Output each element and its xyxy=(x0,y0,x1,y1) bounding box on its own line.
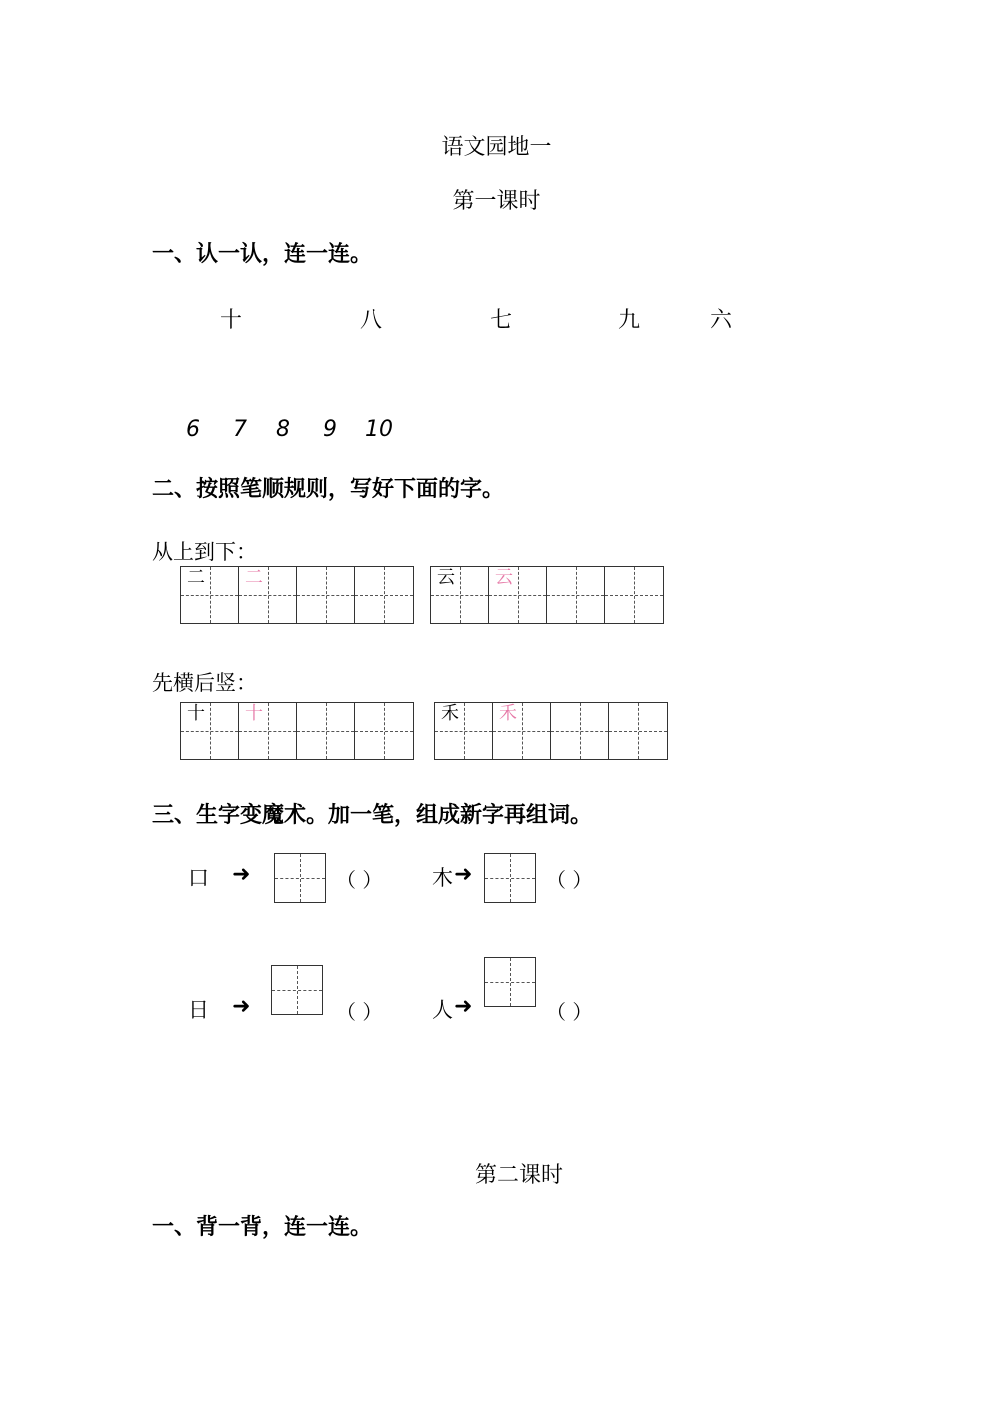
sample-char: 十 xyxy=(187,703,205,724)
grid-cell[interactable] xyxy=(181,567,239,623)
sample-char: 云 xyxy=(437,567,455,588)
grid-cell[interactable] xyxy=(435,703,493,759)
grid-cell[interactable] xyxy=(239,567,297,623)
grid-cell[interactable] xyxy=(605,567,663,623)
tracing-char: 禾 xyxy=(499,703,517,724)
number-10: 10 xyxy=(365,417,393,442)
answer-box[interactable] xyxy=(271,965,323,1015)
lesson-one-heading: 第一课时 xyxy=(452,189,541,214)
base-char-ren: 人 xyxy=(432,998,453,1022)
answer-box[interactable] xyxy=(484,957,536,1007)
rule-top-to-bottom-label: 从上到下： xyxy=(152,540,257,564)
writing-grid-yun[interactable] xyxy=(430,566,664,624)
grid-cell[interactable] xyxy=(551,703,609,759)
number-7: 7 xyxy=(233,417,247,442)
lesson-two-heading: 第二课时 xyxy=(475,1163,564,1188)
grid-cell[interactable] xyxy=(431,567,489,623)
numeral-nine: 九 xyxy=(618,308,641,333)
grid-cell[interactable] xyxy=(297,567,355,623)
answer-box[interactable] xyxy=(484,853,536,903)
writing-grid-he[interactable] xyxy=(434,702,668,760)
number-8: 8 xyxy=(276,417,290,442)
base-char-kou: 口 xyxy=(188,866,209,890)
word-blank[interactable]: （ ） xyxy=(546,868,593,892)
section-recognize-connect: 一、认一认，连一连。 xyxy=(152,242,373,267)
grid-cell[interactable] xyxy=(181,703,239,759)
word-blank[interactable]: （ ） xyxy=(336,1000,383,1024)
sample-char: 二 xyxy=(187,567,205,588)
base-char-ri: 日 xyxy=(188,998,209,1022)
arrow-icon: ➜ xyxy=(232,994,251,1019)
tracing-char: 云 xyxy=(495,567,513,588)
writing-grid-shi[interactable] xyxy=(180,702,414,760)
grid-cell[interactable] xyxy=(609,703,667,759)
arrow-icon: ➜ xyxy=(232,862,251,887)
grid-cell[interactable] xyxy=(297,703,355,759)
number-6: 6 xyxy=(186,417,200,442)
numeral-ten: 十 xyxy=(220,308,243,333)
grid-cell[interactable] xyxy=(493,703,551,759)
number-9: 9 xyxy=(323,417,337,442)
sample-char: 禾 xyxy=(441,703,459,724)
arrow-icon: ➜ xyxy=(454,862,473,887)
grid-cell[interactable] xyxy=(547,567,605,623)
arrow-icon: ➜ xyxy=(454,994,473,1019)
writing-grid-er[interactable] xyxy=(180,566,414,624)
grid-cell[interactable] xyxy=(355,703,413,759)
word-blank[interactable]: （ ） xyxy=(546,1000,593,1024)
grid-cell[interactable] xyxy=(239,703,297,759)
numeral-eight: 八 xyxy=(360,308,383,333)
base-char-mu: 木 xyxy=(432,866,453,890)
rule-horizontal-then-vertical-label: 先横后竖： xyxy=(152,671,257,695)
section-character-magic: 三、生字变魔术。加一笔，组成新字再组词。 xyxy=(152,803,593,828)
grid-cell[interactable] xyxy=(355,567,413,623)
tracing-char: 十 xyxy=(245,703,263,724)
answer-box[interactable] xyxy=(274,853,326,903)
section-recite-connect: 一、背一背，连一连。 xyxy=(152,1215,373,1240)
numeral-seven: 七 xyxy=(490,308,513,333)
tracing-char: 二 xyxy=(245,567,263,588)
numeral-six: 六 xyxy=(710,308,733,333)
section-stroke-order: 二、按照笔顺规则，写好下面的字。 xyxy=(152,477,505,502)
word-blank[interactable]: （ ） xyxy=(336,868,383,892)
grid-cell[interactable] xyxy=(489,567,547,623)
page-title: 语文园地一 xyxy=(441,135,552,160)
